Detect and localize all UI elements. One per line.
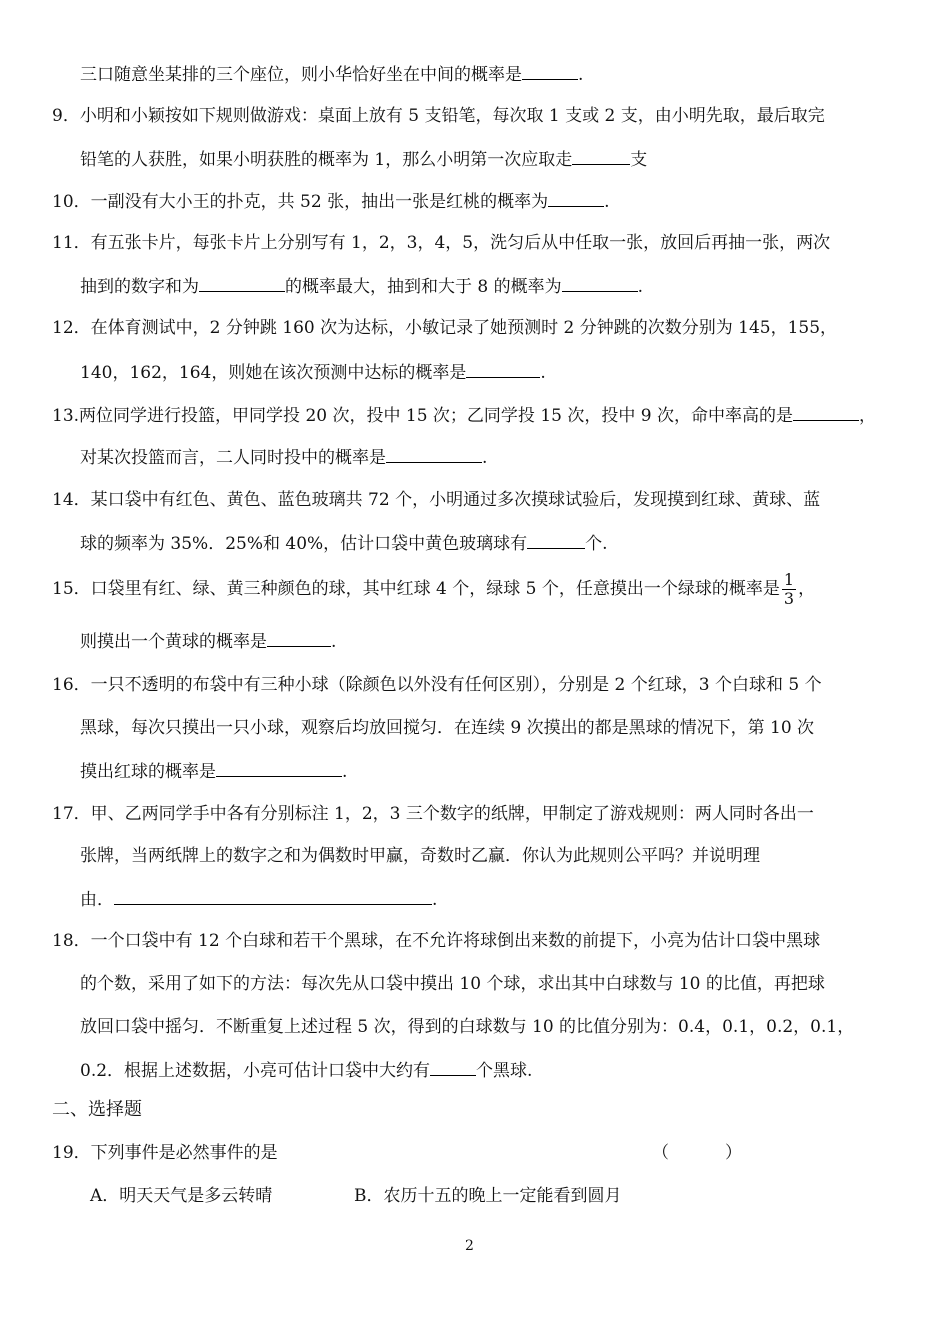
answer-blank[interactable] [527,532,585,549]
question-11-line1: 11．有五张卡片，每张卡片上分别写有 1，2，3，4，5，洗匀后从中任取一张，放回后再抽一张，两次 [52,233,831,253]
question-12-line1: 12．在体育测试中，2 分钟跳 160 次为达标，小敏记录了她预测时 2 分钟跳的次数分别为 145，155， [52,318,838,338]
answer-blank[interactable] [522,63,578,80]
answer-blank[interactable] [793,404,859,421]
question-number: 9． [52,106,80,126]
question-number: 18． [52,931,91,951]
question-number: 19． [52,1143,91,1163]
answer-blank[interactable] [386,446,482,463]
q8-continuation: 三口随意坐某排的三个座位，则小华恰好坐在中间的概率是 . [80,65,584,85]
answer-blank[interactable] [216,760,342,777]
question-9-line2: 铅笔的人获胜，如果小明获胜的概率为 1，那么小明第一次应取走 支 [80,150,648,170]
fraction: $\frac{1}{3}$ [783,570,795,608]
option-b[interactable]: B．农历十五的晚上一定能看到圆月 [354,1186,622,1206]
answer-blank[interactable] [199,275,285,292]
option-a[interactable]: A．明天天气是多云转晴 [90,1186,273,1206]
question-13-line1: 13.两位同学进行投篮，甲同学投 20 次，投中 15 次；乙同学投 15 次，投中 9 次，命中率高的是 ， [52,406,876,426]
question-16-line2: 黑球，每次只摸出一只小球，观察后均放回搅匀．在连续 9 次摸出的都是黑球的情况下，第 10 次 [80,718,815,738]
question-number: 17． [52,804,91,824]
answer-blank[interactable] [114,888,432,905]
question-14-line1: 14．某口袋中有红色、黄色、蓝色玻璃共 72 个，小明通过多次摸球试验后，发现摸到红球、黄球、蓝 [52,490,821,510]
question-14-line2: 球的频率为 35%．25%和 40%，估计口袋中黄色玻璃球有 个. [80,534,608,554]
question-17-line3: 由． . [80,890,438,910]
question-number: 15． [52,579,91,599]
question-15-line2: 则摸出一个黄球的概率是 . [80,632,337,652]
answer-blank[interactable] [466,361,540,378]
question-number: 12． [52,318,91,338]
answer-blank[interactable] [572,148,630,165]
answer-blank[interactable] [562,275,638,292]
page-number: 2 [465,1238,474,1254]
question-number: 11． [52,233,91,253]
answer-blank[interactable] [548,190,604,207]
answer-blank[interactable] [267,630,331,647]
answer-parentheses[interactable]: （ ） [652,1143,742,1163]
question-17-line1: 17．甲、乙两同学手中各有分别标注 1，2，3 三个数字的纸牌，甲制定了游戏规则：两人同时各出一 [52,804,814,824]
question-number: 14． [52,490,91,510]
question-11-line2: 抽到的数字和为 的概率最大，抽到和大于 8 的概率为 . [80,277,644,297]
answer-blank[interactable] [430,1059,476,1076]
question-18-line1: 18．一个口袋中有 12 个白球和若干个黑球，在不允许将球倒出来数的前提下，小亮为估计口袋中黑球 [52,931,821,951]
question-number: 10． [52,192,91,212]
section-heading: 二、选择题 [52,1099,142,1120]
question-12-line2: 140，162，164，则她在该次预测中达标的概率是 . [80,363,546,383]
question-16-line3: 摸出红球的概率是 . [80,762,348,782]
question-18-line4: 0.2．根据上述数据，小亮可估计口袋中大约有 个黑球. [80,1061,533,1081]
question-number: 13. [52,406,80,426]
question-13-line2: 对某次投篮而言，二人同时投中的概率是 . [80,448,488,468]
question-9-line1: 9．小明和小颖按如下规则做游戏：桌面上放有 5 支铅笔，每次取 1 支或 2 支，由小明先取，最后取完 [52,106,825,126]
question-10: 10．一副没有大小王的扑克，共 52 张，抽出一张是红桃的概率为 . [52,192,610,212]
question-number: 16． [52,675,91,695]
question-18-line3: 放回口袋中摇匀．不断重复上述过程 5 次，得到的白球数与 10 的比值分别为：0.4，0.1，0.2，0.1， [80,1017,855,1037]
question-19: 19．下列事件是必然事件的是 [52,1143,278,1163]
question-16-line1: 16．一只不透明的布袋中有三种小球（除颜色以外没有任何区别），分别是 2 个红球，3 个白球和 5 个 [52,675,822,695]
question-17-line2: 张牌，当两纸牌上的数字之和为偶数时甲赢，奇数时乙赢．你认为此规则公平吗？并说明理 [80,846,760,866]
question-18-line2: 的个数，采用了如下的方法：每次先从口袋中摸出 10 个球，求出其中白球数与 10 的比值，再把球 [80,974,825,994]
question-15-line1: 15．口袋里有红、绿、黄三种颜色的球，其中红球 4 个，绿球 5 个，任意摸出一个绿球的概率是 $\frac{1}{3}$ ， [52,570,816,608]
